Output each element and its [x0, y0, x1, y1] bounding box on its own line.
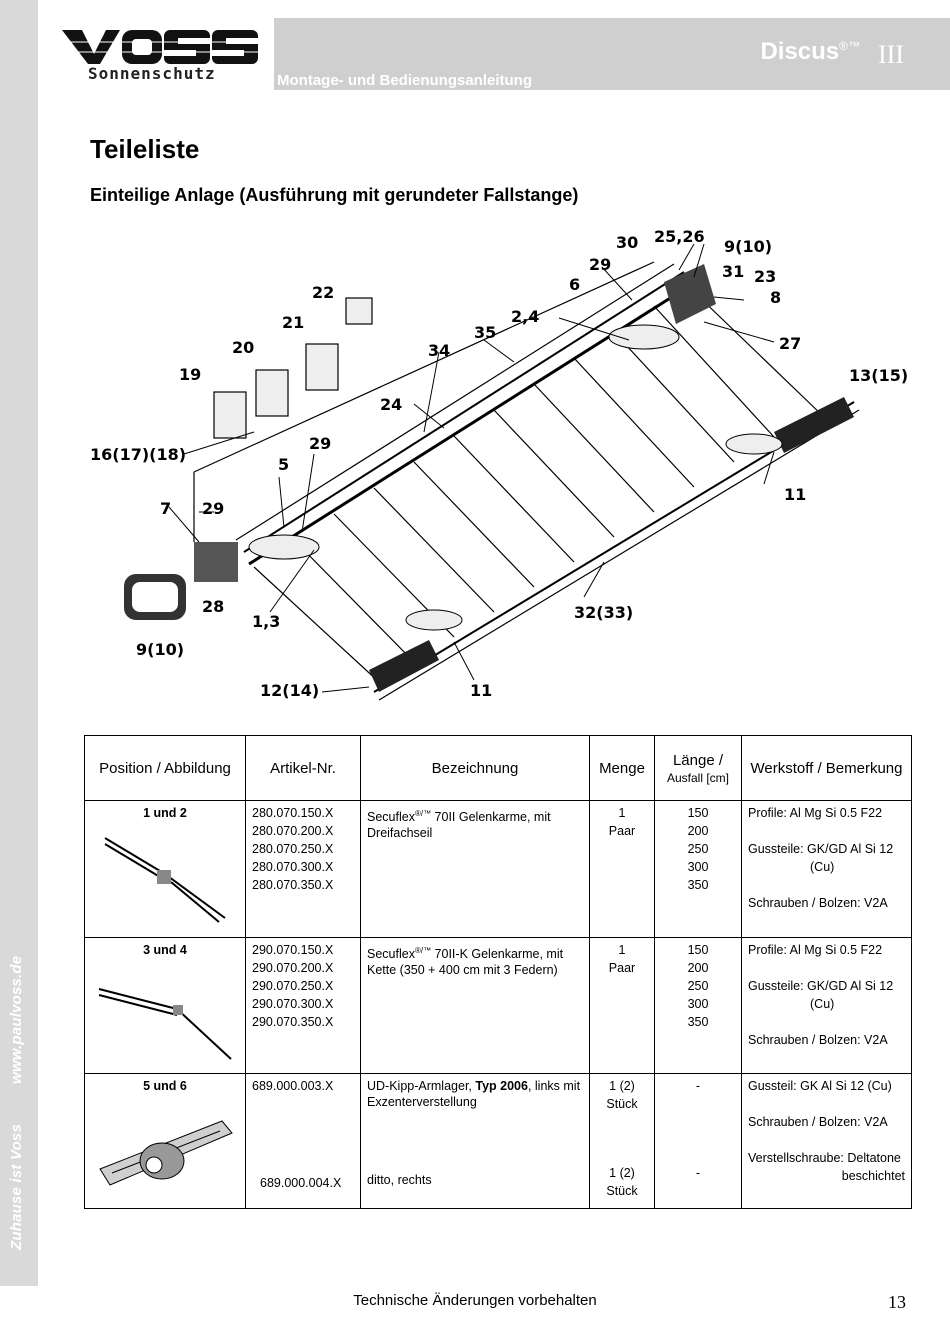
row2-laenge: 150 200 250 300 350	[655, 938, 742, 1074]
row3-position: 5 und 6	[85, 1074, 246, 1209]
row1-menge: 1 Paar	[590, 801, 655, 938]
callout-label: 31	[722, 262, 745, 281]
end-cap-right	[664, 264, 716, 324]
row3-laenge: - -	[655, 1074, 742, 1209]
callout-label: 11	[784, 485, 807, 504]
col-werkstoff: Werkstoff / Bemerkung	[742, 736, 912, 801]
callout-label: 9(10)	[724, 237, 773, 256]
front-bar-end-right	[774, 397, 854, 453]
row3-werkstoff: Gussteil: GK Al Si 12 (Cu) Schrauben / Bolzen: V2A Verstellschraube: Deltatone beschichtet	[742, 1074, 912, 1209]
col-position: Position / Abbildung	[85, 736, 246, 801]
callout-label: 22	[312, 283, 335, 302]
arm-chain-illustration	[95, 963, 235, 1063]
row2-bezeichnung: Secuflex®/™ 70II-K Gelenkarme, mit Kette (350 + 400 cm mit 3 Federn)	[361, 938, 590, 1074]
callout-label: 27	[779, 334, 802, 353]
callout-label: 12(14)	[260, 681, 320, 700]
sidebar-text	[8, 916, 25, 1250]
row1-position: 1 und 2	[85, 801, 246, 938]
callout-label: 24	[380, 395, 403, 414]
row2-artikel: 290.070.150.X 290.070.200.X 290.070.250.X 290.070.300.X 290.070.350.X	[246, 938, 361, 1074]
page-number: 13	[888, 1292, 906, 1312]
callout-label: 25,26	[654, 227, 705, 246]
callout-label: 5	[278, 455, 290, 474]
callout-label: 29	[202, 499, 225, 518]
callout-label: 8	[770, 288, 782, 307]
row2-menge: 1 Paar	[590, 938, 655, 1074]
callout-label: 29	[309, 434, 332, 453]
callout-label: 28	[202, 597, 225, 616]
callout-label: 6	[569, 275, 581, 294]
product-marks: ®™	[839, 39, 860, 53]
bracket-left	[194, 542, 238, 582]
callout-label: 30	[616, 233, 639, 252]
row3-bezeichnung: UD-Kipp-Armlager, Typ 2006, links mit Exzenterverstellung ditto, rechts	[361, 1074, 590, 1209]
col-menge: Menge	[590, 736, 655, 801]
row3-menge: 1 (2) Stück 1 (2) Stück	[590, 1074, 655, 1209]
exploded-parts-drawing	[84, 222, 914, 712]
row3-artikel: 689.000.003.X 689.000.004.X	[246, 1074, 361, 1209]
row1-artikel: 280.070.150.X 280.070.200.X 280.070.250.X 280.070.300.X 280.070.350.X	[246, 801, 361, 938]
table-row	[85, 801, 912, 938]
footer-note: Technische Änderungen vorbehalten	[353, 1292, 597, 1309]
callout-label: 1,3	[252, 612, 281, 631]
callout-label: 20	[232, 338, 255, 357]
callout-label: 7	[160, 499, 172, 518]
callout-label: 2,4	[511, 307, 540, 326]
page-subtitle: Einteilige Anlage (Ausführung mit gerundeter Fallstange)	[90, 185, 579, 205]
col-laenge: Länge / Ausfall [cm]	[655, 736, 742, 801]
logo-subtitle: Sonnenschutz	[88, 64, 216, 83]
callout-label: 16(17)(18)	[90, 445, 187, 464]
sidebar-url: www.paulvoss.de	[8, 955, 25, 1084]
row2-werkstoff: Profile: Al Mg Si 0.5 F22 Gussteile: GK/GD Al Si 12 (Cu) Schrauben / Bolzen: V2A	[742, 938, 912, 1074]
sidebar-slogan: Zuhause ist Voss	[8, 1123, 25, 1250]
row1-laenge: 150 200 250 300 350	[655, 801, 742, 938]
table-header-row	[85, 736, 912, 801]
callout-label: 21	[282, 313, 305, 332]
callout-label: 13(15)	[849, 366, 909, 385]
arm-bearing-illustration	[92, 1099, 238, 1199]
callout-label: 32(33)	[574, 603, 634, 622]
callout-label: 19	[179, 365, 202, 384]
callout-label: 9(10)	[136, 640, 185, 659]
table-row	[85, 938, 912, 1074]
row1-werkstoff: Profile: Al Mg Si 0.5 F22 Gussteile: GK/GD Al Si 12 (Cu) Schrauben / Bolzen: V2A	[742, 801, 912, 938]
header-subtitle: Montage- und Bedienungsanleitung	[277, 72, 532, 89]
callout-label: 34	[428, 341, 451, 360]
page-title: Teileliste	[90, 134, 200, 164]
callout-label: 35	[474, 323, 497, 342]
col-bezeichnung: Bezeichnung	[361, 736, 590, 801]
row2-position: 3 und 4	[85, 938, 246, 1074]
product-name: Discus®™	[760, 38, 860, 65]
col-laenge-sub: Ausfall [cm]	[666, 770, 729, 785]
sidebar-band	[0, 0, 38, 1286]
callout-label: 23	[754, 267, 777, 286]
callout-label: 29	[589, 255, 612, 274]
callout-label: 11	[470, 681, 493, 700]
table-row	[85, 1074, 912, 1209]
col-artikel: Artikel-Nr.	[246, 736, 361, 801]
product-roman: III	[878, 40, 904, 69]
row1-bezeichnung: Secuflex®/™ 70II Gelenkarme, mit Dreifachseil	[361, 801, 590, 938]
arm-illustration	[95, 826, 235, 926]
parts-table	[84, 735, 912, 1209]
